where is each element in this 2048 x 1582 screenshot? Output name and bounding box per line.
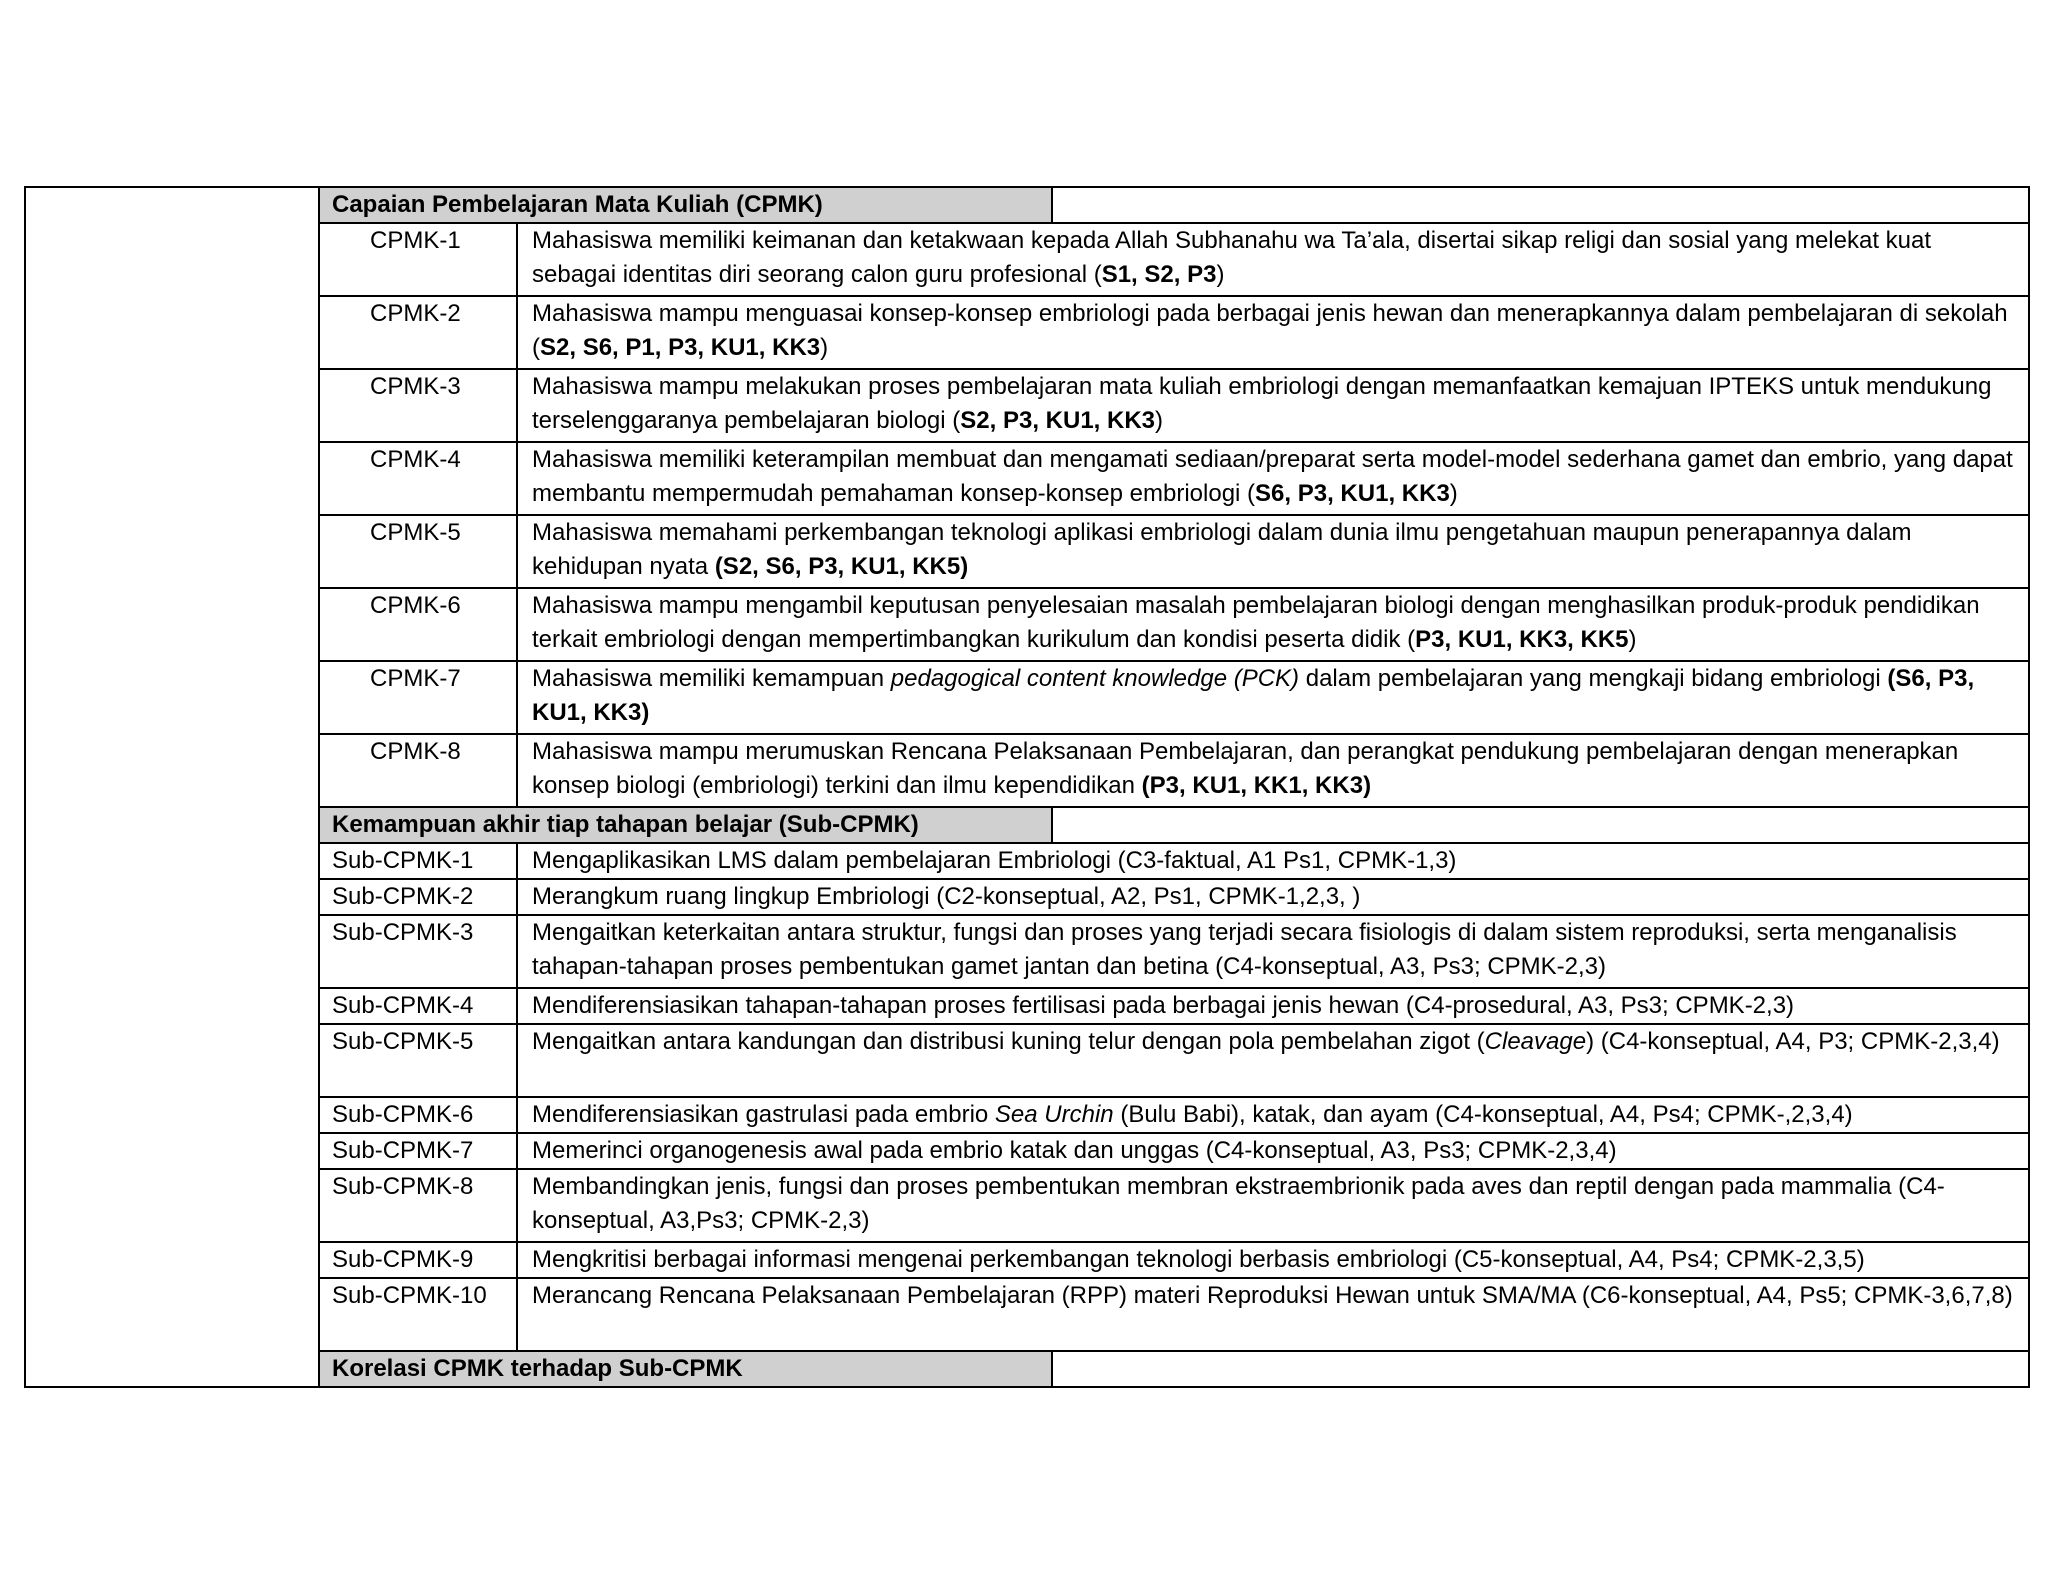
sub-cpmk-row <box>320 1170 2028 1243</box>
cpmk-description: Mahasiswa mampu melakukan proses pembelajaran mata kuliah embriologi dengan memanfaatkan kemajuan IPTEKS untuk mendukung terselenggaranya pembelajaran biologi (S2, P3, KU1, KK3) <box>532 373 1992 434</box>
sub-cpmk-code: Sub-CPMK-1 <box>320 844 518 878</box>
cpmk-section-title: Capaian Pembelajaran Mata Kuliah (CPMK) <box>320 188 1053 222</box>
cpmk-description: Mahasiswa mampu merumuskan Rencana Pelaksanaan Pembelajaran, dan perangkat pendukung pembelajaran dengan menerapkan konsep biologi (embriologi) terkini dan ilmu kependidikan (P3, KU1, KK1, KK3) <box>532 738 1959 799</box>
cpmk-code: CPMK-8 <box>320 735 518 806</box>
cpmk-row <box>320 297 2028 370</box>
cpmk-description: Mahasiswa memiliki kemampuan pedagogical content knowledge (PCK) dalam pembelajaran yang mengkaji bidang embriologi (S6, P3, KU1, KK3) <box>532 665 1975 726</box>
sub-cpmk-description: Mengaplikasikan LMS dalam pembelajaran Embriologi (C3-faktual, A1 Ps1, CPMK-1,3) <box>532 847 1457 874</box>
cpmk-description: Mahasiswa memiliki keimanan dan ketakwaan kepada Allah Subhanahu wa Ta’ala, disertai sikap religi dan sosial yang melekat kuat sebagai identitas diri seorang calon guru profesional (S1, S2, P3) <box>532 227 1932 288</box>
korelasi-section-header <box>320 1352 2028 1388</box>
sub-cpmk-row <box>320 1098 2028 1134</box>
sub-cpmk-row <box>320 844 2028 880</box>
sub-cpmk-section-title: Kemampuan akhir tiap tahapan belajar (Sub-CPMK) <box>320 808 1053 842</box>
sub-cpmk-row <box>320 880 2028 916</box>
sub-cpmk-row <box>320 1025 2028 1098</box>
sub-cpmk-description: Merangkum ruang lingkup Embriologi (C2-konseptual, A2, Ps1, CPMK-1,2,3, ) <box>532 883 1361 910</box>
sub-cpmk-code: Sub-CPMK-7 <box>320 1134 518 1168</box>
cpmk-row <box>320 735 2028 808</box>
cpmk-section-header <box>320 188 2028 224</box>
cpmk-code: CPMK-7 <box>320 662 518 733</box>
cpmk-row <box>320 516 2028 589</box>
sub-cpmk-row <box>320 1279 2028 1352</box>
sub-cpmk-description: Mendiferensiasikan tahapan-tahapan proses fertilisasi pada berbagai jenis hewan (C4-prosedural, A3, Ps3; CPMK-2,3) <box>532 992 1795 1019</box>
sub-cpmk-row <box>320 1134 2028 1170</box>
sub-cpmk-section-header <box>320 808 2028 844</box>
sub-cpmk-code: Sub-CPMK-3 <box>320 916 518 987</box>
cpmk-code: CPMK-5 <box>320 516 518 587</box>
cpmk-code: CPMK-4 <box>320 443 518 514</box>
cpmk-description: Mahasiswa memiliki keterampilan membuat dan mengamati sediaan/preparat serta model-model sederhana gamet dan embrio, yang dapat membantu mempermudah pemahaman konsep-konsep embriologi (S6, P3, KU1, KK3) <box>532 446 2013 507</box>
cpmk-row <box>320 662 2028 735</box>
sub-cpmk-code: Sub-CPMK-8 <box>320 1170 518 1241</box>
sub-cpmk-code: Sub-CPMK-4 <box>320 989 518 1023</box>
korelasi-section-title: Korelasi CPMK terhadap Sub-CPMK <box>320 1352 1053 1386</box>
cpmk-document-table <box>24 186 2030 1388</box>
cpmk-code: CPMK-1 <box>320 224 518 295</box>
sub-cpmk-row <box>320 1243 2028 1279</box>
cpmk-code: CPMK-3 <box>320 370 518 441</box>
cpmk-description: Mahasiswa memahami perkembangan teknologi aplikasi embriologi dalam dunia ilmu pengetahuan maupun penerapannya dalam kehidupan nyata (S2, S6, P3, KU1, KK5) <box>532 519 1912 580</box>
cpmk-row <box>320 224 2028 297</box>
sub-cpmk-code: Sub-CPMK-6 <box>320 1098 518 1132</box>
sub-cpmk-description: Mengaitkan antara kandungan dan distribusi kuning telur dengan pola pembelahan zigot (Cleavage) (C4-konseptual, A4, P3; CPMK-2,3,4) <box>532 1028 2000 1055</box>
sub-cpmk-description: Mendiferensiasikan gastrulasi pada embrio Sea Urchin (Bulu Babi), katak, dan ayam (C4-konseptual, A4, Ps4; CPMK-,2,3,4) <box>532 1101 1853 1128</box>
sub-cpmk-row <box>320 989 2028 1025</box>
cpmk-description: Mahasiswa mampu menguasai konsep-konsep embriologi pada berbagai jenis hewan dan menerapkannya dalam pembelajaran di sekolah (S2, S6, P1, P3, KU1, KK3) <box>532 300 2008 361</box>
sub-cpmk-description: Merancang Rencana Pelaksanaan Pembelajaran (RPP) materi Reproduksi Hewan untuk SMA/MA (C6-konseptual, A4, Ps5; CPMK-3,6,7,8) <box>532 1282 2013 1309</box>
sub-cpmk-code: Sub-CPMK-9 <box>320 1243 518 1277</box>
left-empty-column <box>26 188 320 1388</box>
sub-cpmk-code: Sub-CPMK-2 <box>320 880 518 914</box>
cpmk-code: CPMK-2 <box>320 297 518 368</box>
sub-cpmk-description: Mengaitkan keterkaitan antara struktur, fungsi dan proses yang terjadi secara fisiologis di dalam sistem reproduksi, serta menganalisis tahapan-tahapan proses pembentukan gamet jantan dan betina (C4-konseptual, A3, Ps3; CPMK-2,3) <box>532 919 1957 980</box>
sub-cpmk-description: Membandingkan jenis, fungsi dan proses pembentukan membran ekstraembrionik pada aves dan reptil dengan pada mammalia (C4-konseptual, A3,Ps3; CPMK-2,3) <box>532 1173 1945 1234</box>
content-column <box>320 188 2028 1388</box>
cpmk-row <box>320 443 2028 516</box>
sub-cpmk-code: Sub-CPMK-5 <box>320 1025 518 1096</box>
cpmk-row <box>320 589 2028 662</box>
sub-cpmk-description: Memerinci organogenesis awal pada embrio katak dan unggas (C4-konseptual, A3, Ps3; CPMK-2,3,4) <box>532 1137 1617 1164</box>
sub-cpmk-code: Sub-CPMK-10 <box>320 1279 518 1350</box>
cpmk-row <box>320 370 2028 443</box>
cpmk-code: CPMK-6 <box>320 589 518 660</box>
sub-cpmk-description: Mengkritisi berbagai informasi mengenai perkembangan teknologi berbasis embriologi (C5-konseptual, A4, Ps4; CPMK-2,3,5) <box>532 1246 1865 1273</box>
sub-cpmk-row <box>320 916 2028 989</box>
cpmk-description: Mahasiswa mampu mengambil keputusan penyelesaian masalah pembelajaran biologi dengan menghasilkan produk-produk pendidikan terkait embriologi dengan mempertimbangkan kurikulum dan kondisi peserta didik (P3, KU1, KK3, KK5) <box>532 592 1980 653</box>
